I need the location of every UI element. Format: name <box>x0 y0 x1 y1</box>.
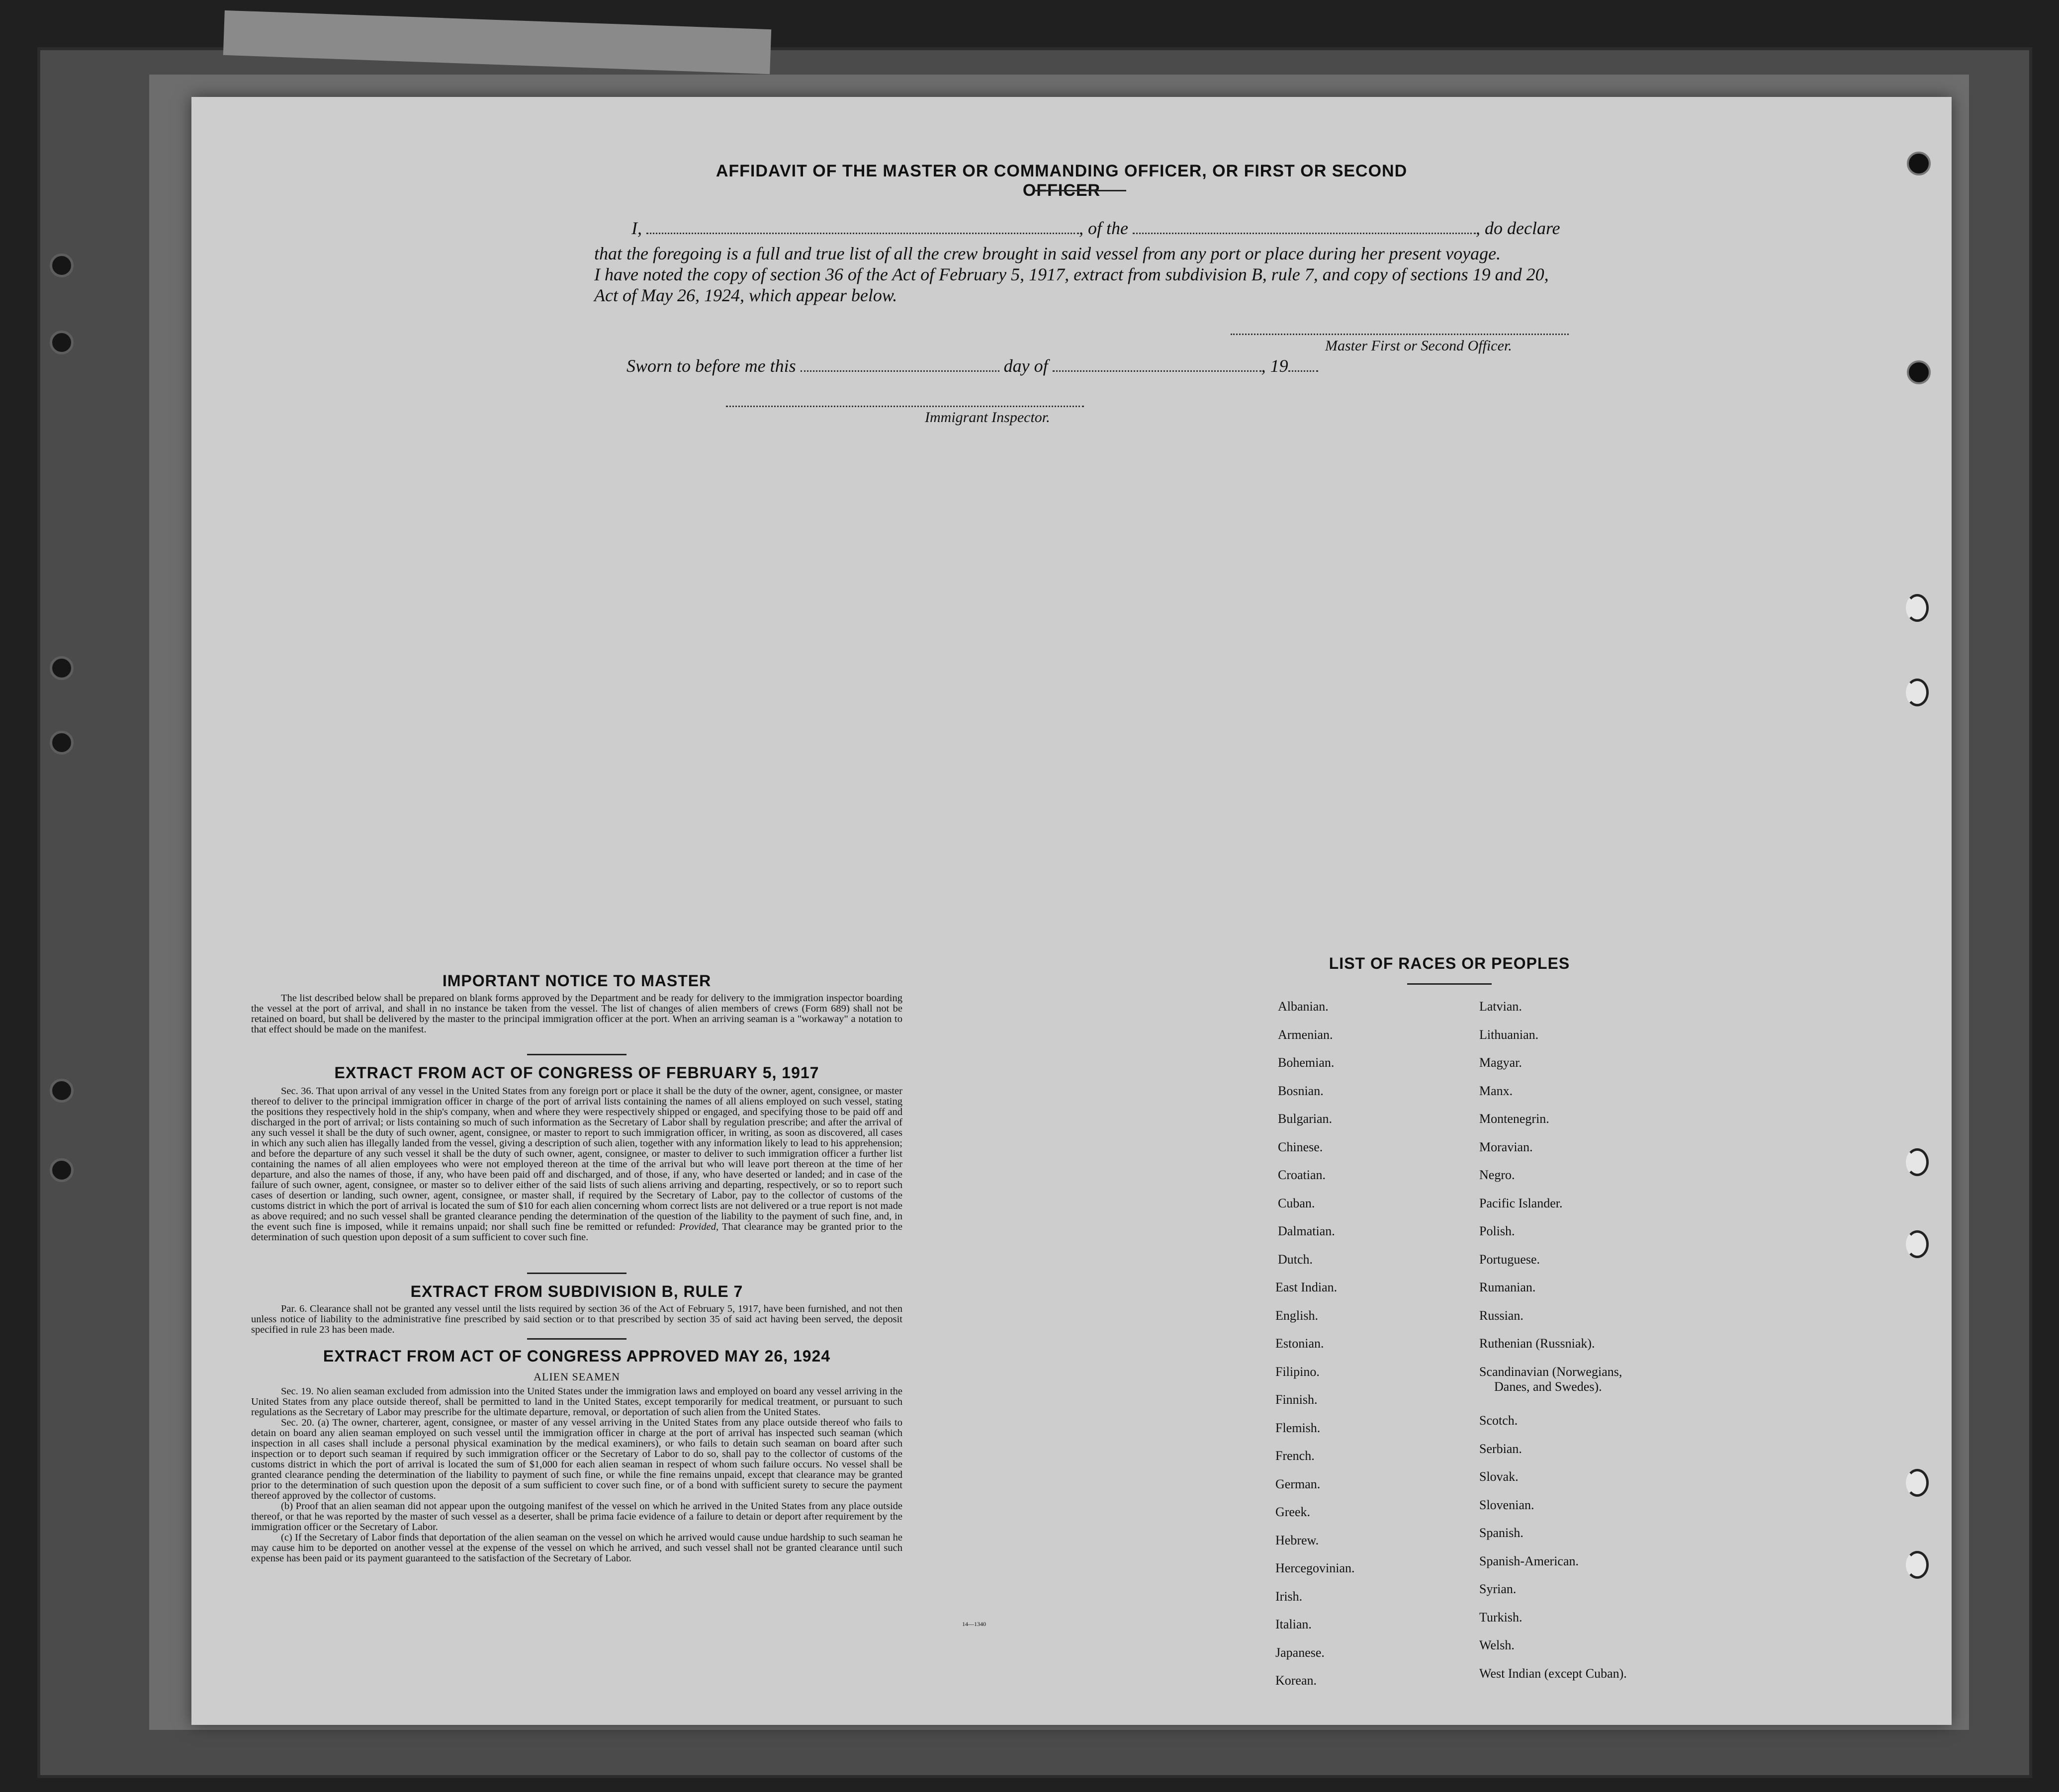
race-item: Korean. <box>1275 1673 1317 1688</box>
punch-hole <box>1906 594 1929 622</box>
punch-hole <box>1907 360 1931 384</box>
race-item: Rumanian. <box>1479 1280 1536 1294</box>
races-divider <box>1407 983 1492 985</box>
race-item: Bulgarian. <box>1278 1111 1333 1126</box>
race-item: Irish. <box>1275 1589 1303 1604</box>
punch-hole <box>1906 1551 1929 1579</box>
race-item: Pacific Islander. <box>1479 1195 1563 1210</box>
provided-text: Provided, <box>679 1221 719 1232</box>
race-item: East Indian. <box>1275 1280 1338 1294</box>
punch-hole <box>1906 1469 1929 1497</box>
master-signature-line[interactable] <box>1231 333 1569 335</box>
ring-hole <box>50 1158 74 1182</box>
race-item: French. <box>1275 1449 1315 1463</box>
race-item: Japanese. <box>1275 1645 1325 1660</box>
race-item: Negro. <box>1479 1168 1515 1182</box>
race-item: Dutch. <box>1278 1252 1313 1267</box>
race-item: Latvian. <box>1479 999 1522 1014</box>
inspector-signature-line[interactable] <box>726 405 1084 407</box>
ring-hole <box>50 656 74 680</box>
race-item: Russian. <box>1479 1308 1523 1323</box>
punch-hole <box>1906 679 1929 706</box>
rule-7-title: EXTRACT FROM SUBDIVISION B, RULE 7 <box>410 1282 743 1300</box>
extract-1917-body <box>251 1086 902 1243</box>
punch-hole <box>1907 152 1931 175</box>
ring-hole <box>50 731 74 755</box>
notice-text: The list described below shall be prepared on blank forms approved by the Department and be ready for delivery to the immigration inspector boarding the vessel at the port of arrival, and shall in no instance be taken from the vessel. The list of changes of alien members of crews (Form 689) shall not be retained on board, but shall be delivered by the master to the principal immigration officer at the port. When an arriving seaman is a "workaway" a notation to that effect should be made on the manifest. <box>251 993 902 1035</box>
race-item: Scotch. <box>1479 1413 1518 1428</box>
race-item: Albanian. <box>1278 999 1329 1014</box>
race-item: Chinese. <box>1278 1139 1323 1154</box>
affidavit-of-the: , of the <box>1079 218 1128 238</box>
affidavit-i: I, <box>631 218 642 238</box>
section-divider <box>527 1338 627 1340</box>
race-item: German. <box>1275 1476 1321 1491</box>
punch-hole <box>1906 1230 1929 1258</box>
race-item: Polish. <box>1479 1224 1515 1238</box>
race-item: Italian. <box>1275 1617 1312 1631</box>
race-item: Lithuanian. <box>1479 1027 1539 1042</box>
sec-36-label: Sec. 36. <box>281 1086 314 1097</box>
day-of-text: day of <box>1003 356 1048 376</box>
race-item: Hercegovinian. <box>1275 1561 1355 1575</box>
sec-36-end: That clearance may be granted prior to the determination of such question upon deposit of a sum sufficient to cover such fine. <box>251 1221 902 1243</box>
race-item: Bosnian. <box>1278 1083 1324 1098</box>
vessel-blank[interactable] <box>1133 232 1476 234</box>
race-item: Bohemian. <box>1278 1055 1335 1070</box>
inspector-label: Immigrant Inspector. <box>925 409 1050 426</box>
race-item: Flemish. <box>1275 1420 1321 1435</box>
race-item: Spanish-American. <box>1479 1553 1579 1568</box>
race-item: Croatian. <box>1278 1168 1326 1182</box>
master-signature-label: Master First or Second Officer. <box>1325 338 1512 354</box>
sworn-text: Sworn to before me this <box>627 356 796 376</box>
affidavit-line-2: that the foregoing is a full and true list of all the crew brought in said vessel from any port or place during her present voyage. <box>594 244 1501 263</box>
sworn-year-blank[interactable] <box>1288 370 1318 372</box>
sworn-day-blank[interactable] <box>801 370 999 372</box>
sworn-line <box>627 355 1318 376</box>
affidavit-line-1 <box>631 218 1775 239</box>
race-item: Serbian. <box>1479 1441 1522 1456</box>
section-divider <box>527 1273 627 1274</box>
form-number: 14—1340 <box>962 1621 986 1627</box>
sec-20a-text: Sec. 20. (a) The owner, charterer, agent, consignee, or master of any vessel arriving in the United States from any place outside thereof who fails to detain on board any alien seaman employed on such vessel until the immigration officer in charge at the port of arrival has inspected such seaman (which inspection in all cases shall include a personal physical examination by the medical examiners), or who fails to detain such seaman on board after such inspection or to deport such seaman if required by such immigration officer or the Secretary of Labor to do so, shall pay to the collector of customs of the customs district in which the port of arrival is located the sum of $1,000 for each alien seaman in respect of whom such failure occurs. No vessel shall be granted clearance pending the determination of the liability to payment of such fine, or while the fine remains unpaid, except that clearance may be granted prior to the determination of such question upon the deposit of a sum sufficient to cover such fine, or of a bond with sufficient surety to secure the payment thereof approved by the collector of customs. <box>251 1417 902 1501</box>
race-item: West Indian (except Cuban). <box>1479 1666 1627 1681</box>
race-item: English. <box>1275 1308 1318 1323</box>
race-item: Manx. <box>1479 1083 1513 1098</box>
race-item: Greek. <box>1275 1505 1311 1519</box>
race-item: Welsh. <box>1479 1638 1515 1653</box>
race-item: Slovenian. <box>1479 1497 1534 1512</box>
sec-20b-text: (b) Proof that an alien seaman did not appear upon the outgoing manifest of the vessel on which he arrived in the United States from any place outside thereof, or that he was reported by the master of such vessel as a deserter, shall be prima facie evidence of a failure to detain or deport after requirement by the immigration officer or the Secretary of Labor. <box>251 1501 902 1533</box>
rule-7-body <box>251 1304 902 1335</box>
year-text: , 19 <box>1261 356 1288 376</box>
affidavit-title: AFFIDAVIT OF THE MASTER OR COMMANDING OFFICER, OR FIRST OR SECOND OFFICER <box>716 162 1408 200</box>
manifest-page <box>191 97 1952 1725</box>
race-item: Turkish. <box>1479 1610 1522 1624</box>
race-item: Moravian. <box>1479 1139 1533 1154</box>
name-blank[interactable] <box>646 232 1079 234</box>
race-item: Magyar. <box>1479 1055 1522 1070</box>
notice-title: IMPORTANT NOTICE TO MASTER <box>442 972 712 990</box>
race-item: Dalmatian. <box>1278 1224 1335 1238</box>
ring-hole <box>50 1079 74 1103</box>
race-item: Hebrew. <box>1275 1533 1319 1547</box>
race-item: Slovak. <box>1479 1469 1519 1484</box>
race-item: Montenegrin. <box>1479 1111 1549 1126</box>
extract-1917-title: EXTRACT FROM ACT OF CONGRESS OF FEBRUARY 5, 1917 <box>334 1064 819 1082</box>
ring-hole <box>50 254 74 277</box>
race-item: Cuban. <box>1278 1195 1315 1210</box>
race-item: Armenian. <box>1278 1027 1333 1042</box>
race-item: Estonian. <box>1275 1336 1324 1351</box>
race-item: Filipino. <box>1275 1364 1320 1379</box>
alien-seamen-subtitle: ALIEN SEAMEN <box>534 1370 620 1383</box>
punch-hole <box>1906 1148 1929 1176</box>
rule-7-text: Par. 6. Clearance shall not be granted any vessel until the lists required by section 36 of the Act of February 5, 1917, have been furnished, and not then unless notice of liability to the administrative fine prescribed by said section or to that prescribed by section 35 of said act having been served, the deposit specified in rule 23 has been made. <box>251 1303 902 1335</box>
sworn-month-blank[interactable] <box>1053 370 1261 372</box>
affidavit-line-3: I have noted the copy of section 36 of the Act of February 5, 1917, extract from subdivision B, rule 7, and copy of sections 19 and 20, <box>594 264 1549 284</box>
race-item: Finnish. <box>1275 1392 1318 1407</box>
act-1924-title: EXTRACT FROM ACT OF CONGRESS APPROVED MAY 26, 1924 <box>323 1347 831 1365</box>
sec-36-text: That upon arrival of any vessel in the United States from any foreign port or place it shall be the duty of the owner, agent, consignee, or master thereof to deliver to the principal immigration officer in charge of the port of arrival lists containing the names of all aliens employed on such vessel, stating the positions they respectively hold in the ship's company, when and where they were respectively shipped or engaged, and specifying those to be paid off and discharged in the port of arrival; or lists containing so much of such information as the Secretary of Labor shall by regulation prescribe; and after the arrival of any such vessel it shall be the duty of such owner, agent, consignee, or master to report to such immigration officer, in writing, as soon as discovered, all cases in which any such alien has illegally landed from the vessel, giving a description of such alien, together with any information likely to lead to his apprehension; and before the departure of any such vessel it shall be the duty of such owner, agent, consignee, or master to deliver to such immigration officer a further list containing the names of all alien employees who were not employed thereon at the time of the arrival but who will leave port thereon at the time of her departure, and also the names of those, if any, who have been paid off and discharged, and of those, if any, who have deserted or landed; and in case of the failure of such owner, agent, consignee, or master so to deliver either of the said lists of such aliens arriving and departing, respectively, or so to report such cases of desertion or landing, such owner, agent, consignee, or master shall, if required by the Secretary of Labor, pay to the collector of customs of the customs district in which the port of arrival is located the sum of $10 for each alien concerning whom correct lists are not delivered or a true report is not made as above required; and no such vessel shall be granted clearance pending the determination of the question of the liability to the payment of such fine, and, in the event such fine is imposed, while it remains unpaid; nor shall such fine be remitted or refunded: <box>251 1086 902 1232</box>
affidavit-line-4: Act of May 26, 1924, which appear below. <box>594 285 897 305</box>
title-underline <box>1034 190 1126 191</box>
section-divider <box>527 1054 627 1055</box>
sec-20c-text: (c) If the Secretary of Labor finds that deportation of the alien seaman on the vessel on which he arrived would cause undue hardship to such seaman he may cause him to be deported on another vessel at the expense of the vessel on which he arrived, and such vessel shall not be granted clearance until such expense has been paid or its payment guaranteed to the satisfaction of the Secretary of Labor. <box>251 1532 902 1564</box>
race-item: Ruthenian (Russniak). <box>1479 1336 1595 1351</box>
affidavit-declare: , do declare <box>1475 218 1560 238</box>
race-item: Portuguese. <box>1479 1252 1540 1267</box>
act-1924-body <box>251 1386 902 1564</box>
ring-hole <box>50 331 74 354</box>
race-item-continuation: Danes, and Swedes). <box>1494 1379 1602 1394</box>
sec-19-text: Sec. 19. No alien seaman excluded from admission into the United States under the immigration laws and employed on board any vessel arriving in the United States from any place outside thereof, shall be permitted to land in the United States, except temporarily for medical treatment, or pursuant to such regulations as the Secretary of Labor may prescribe for the ultimate departure, removal, or deportation of such alien from the United States. <box>251 1386 902 1418</box>
race-item: Syrian. <box>1479 1582 1517 1597</box>
races-title: LIST OF RACES OR PEOPLES <box>1329 954 1570 972</box>
race-item: Scandinavian (Norwegians, <box>1479 1364 1622 1379</box>
race-item: Spanish. <box>1479 1526 1523 1540</box>
notice-body <box>251 993 902 1035</box>
